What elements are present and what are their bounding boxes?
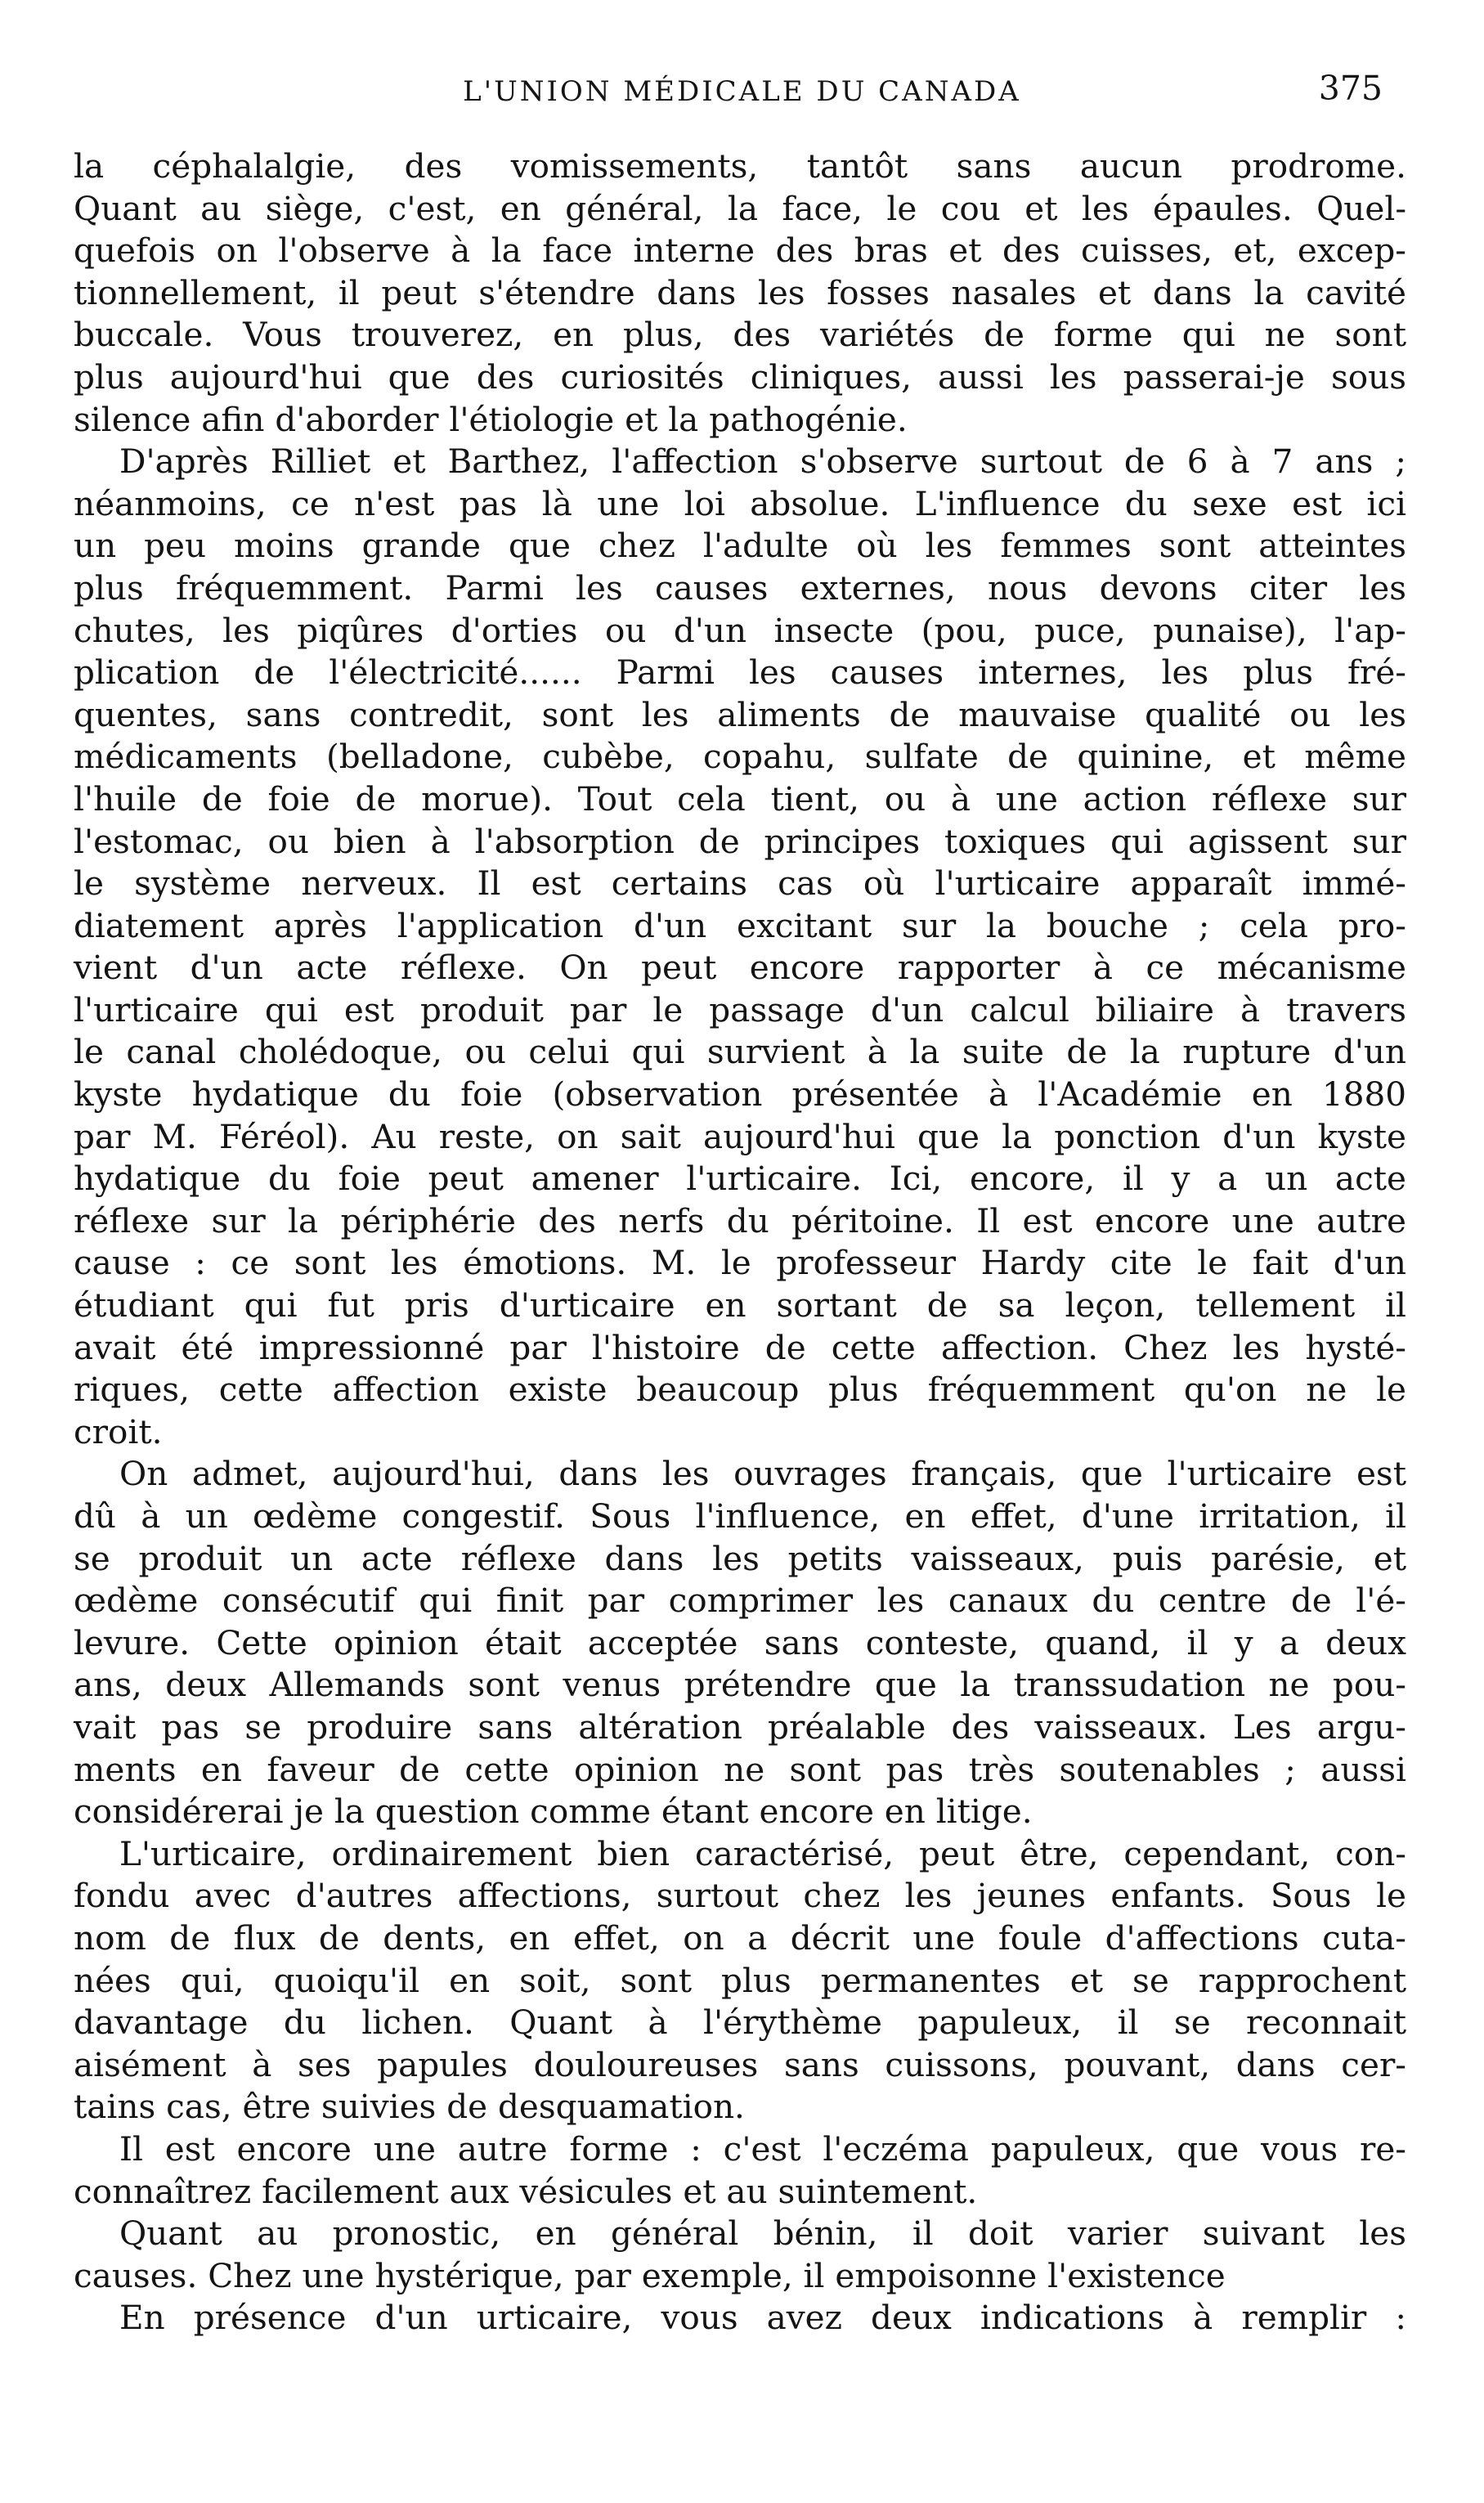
text-line: ans, deux Allemands sont venus prétendre que la transsudation ne pou- (74, 1665, 1406, 1705)
text-line: connaîtrez facilement aux vésicules et au suintement. (74, 2171, 978, 2211)
text-line: quefois on l'observe à la face interne des bras et des cuisses, et, excep- (74, 231, 1406, 271)
text-line: l'estomac, ou bien à l'absorption de principes toxiques qui agissent sur (74, 821, 1406, 861)
text-line: avait été impressionné par l'histoire de cette affection. Chez les hysté- (74, 1327, 1406, 1367)
text-line: médicaments (belladone, cubèbe, copahu, sulfate de quinine, et même (74, 737, 1406, 777)
text-line: la céphalalgie, des vomissements, tantôt sans aucun prodrome. (74, 146, 1406, 186)
text-line: un peu moins grande que chez l'adulte où les femmes sont atteintes (74, 526, 1406, 566)
text-line: quentes, sans contredit, sont les aliments de mauvaise qualité ou les (74, 694, 1406, 734)
text-line: par M. Féréol). Au reste, on sait aujourd'hui que la ponction d'un kyste (74, 1116, 1406, 1156)
text-line: plication de l'électricité...... Parmi les causes internes, les plus fré- (74, 653, 1406, 693)
text-line: D'après Rilliet et Barthez, l'affection s'observe surtout de 6 à 7 ans ; (119, 442, 1406, 482)
text-line: Quant au pronostic, en général bénin, il doit varier suivant les (119, 2214, 1406, 2254)
page-number: 375 (1318, 69, 1383, 108)
text-line: aisément à ses papules douloureuses sans cuissons, pouvant, dans cer- (74, 2044, 1406, 2084)
text-line: étudiant qui fut pris d'urticaire en sortant de sa leçon, tellement il (74, 1285, 1406, 1326)
text-line: chutes, les piqûres d'orties ou d'un insecte (pou, puce, punaise), l'ap- (74, 610, 1406, 650)
text-line: se produit un acte réflexe dans les petits vaisseaux, puis parésie, et (74, 1538, 1406, 1578)
text-line: buccale. Vous trouverez, en plus, des variétés de forme qui ne sont (74, 315, 1406, 355)
text-line: l'huile de foie de morue). Tout cela tient, ou à une action réflexe sur (74, 778, 1406, 819)
text-line: tains cas, être suivies de desquamation. (74, 2087, 745, 2127)
text-line: néanmoins, ce n'est pas là une loi absolue. L'influence du sexe est ici (74, 483, 1406, 523)
text-line: fondu avec d'autres affections, surtout chez les jeunes enfants. Sous le (74, 1876, 1406, 1916)
text-line: l'urticaire qui est produit par le passage d'un calcul biliaire à travers (74, 989, 1406, 1029)
text-line: œdème consécutif qui finit par comprimer les canaux du centre de l'é- (74, 1581, 1406, 1621)
text-line: causes. Chez une hystérique, par exemple, il empoisonne l'existence (74, 2255, 1226, 2295)
text-line: diatement après l'application d'un excitant sur la bouche ; cela pro- (74, 905, 1406, 945)
text-line: plus aujourd'hui que des curiosités cliniques, aussi les passerai-je sous (74, 357, 1406, 397)
text-line: dû à un œdème congestif. Sous l'influence, en effet, d'une irritation, il (74, 1496, 1406, 1536)
text-line: nom de flux de dents, en effet, on a décrit une foule d'affections cuta- (74, 1918, 1406, 1958)
text-line: tionnellement, il peut s'étendre dans les fosses nasales et dans la cavité (74, 272, 1406, 312)
text-line: plus fréquemment. Parmi les causes externes, nous devons citer les (74, 567, 1406, 608)
text-line: ments en faveur de cette opinion ne sont pas très soutenables ; aussi (74, 1749, 1406, 1789)
text-line: kyste hydatique du foie (observation présentée à l'Académie en 1880 (74, 1074, 1406, 1115)
text-line: En présence d'un urticaire, vous avez deux indications à remplir : (119, 2298, 1406, 2338)
text-line: considérerai je la question comme étant encore en litige. (74, 1792, 1033, 1832)
text-line: croit. (74, 1411, 163, 1451)
text-line: Il est encore une autre forme : c'est l'eczéma papuleux, que vous re- (119, 2128, 1406, 2169)
running-title: L'UNION MÉDICALE DU CANADA (463, 75, 1021, 108)
text-line: L'urticaire, ordinairement bien caractérisé, peut être, cependant, con- (119, 1833, 1406, 1873)
text-line: silence afin d'aborder l'étiologie et la pathogénie. (74, 399, 908, 439)
text-line: Quant au siège, c'est, en général, la face, le cou et les épaules. Quel- (74, 188, 1406, 228)
body-text (74, 146, 1406, 2339)
text-line: cause : ce sont les émotions. M. le professeur Hardy cite le fait d'un (74, 1243, 1406, 1283)
text-line: vient d'un acte réflexe. On peut encore rapporter à ce mécanisme (74, 948, 1406, 988)
text-line: On admet, aujourd'hui, dans les ouvrages français, que l'urticaire est (119, 1454, 1406, 1494)
text-line: hydatique du foie peut amener l'urticaire. Ici, encore, il y a un acte (74, 1159, 1406, 1199)
text-line: le système nerveux. Il est certains cas où l'urticaire apparaît immé- (74, 863, 1406, 904)
text-line: davantage du lichen. Quant à l'érythème papuleux, il se reconnait (74, 2003, 1406, 2043)
text-line: riques, cette affection existe beaucoup plus fréquemment qu'on ne le (74, 1370, 1406, 1410)
text-line: nées qui, quoiqu'il en soit, sont plus permanentes et se rapprochent (74, 1960, 1406, 2000)
text-line: vait pas se produire sans altération préalable des vaisseaux. Les argu- (74, 1707, 1406, 1747)
text-line: le canal cholédoque, ou celui qui survient à la suite de la rupture d'un (74, 1032, 1406, 1072)
text-line: réflexe sur la périphérie des nerfs du péritoine. Il est encore une autre (74, 1200, 1406, 1240)
text-line: levure. Cette opinion était acceptée sans conteste, quand, il y a deux (74, 1622, 1406, 1662)
